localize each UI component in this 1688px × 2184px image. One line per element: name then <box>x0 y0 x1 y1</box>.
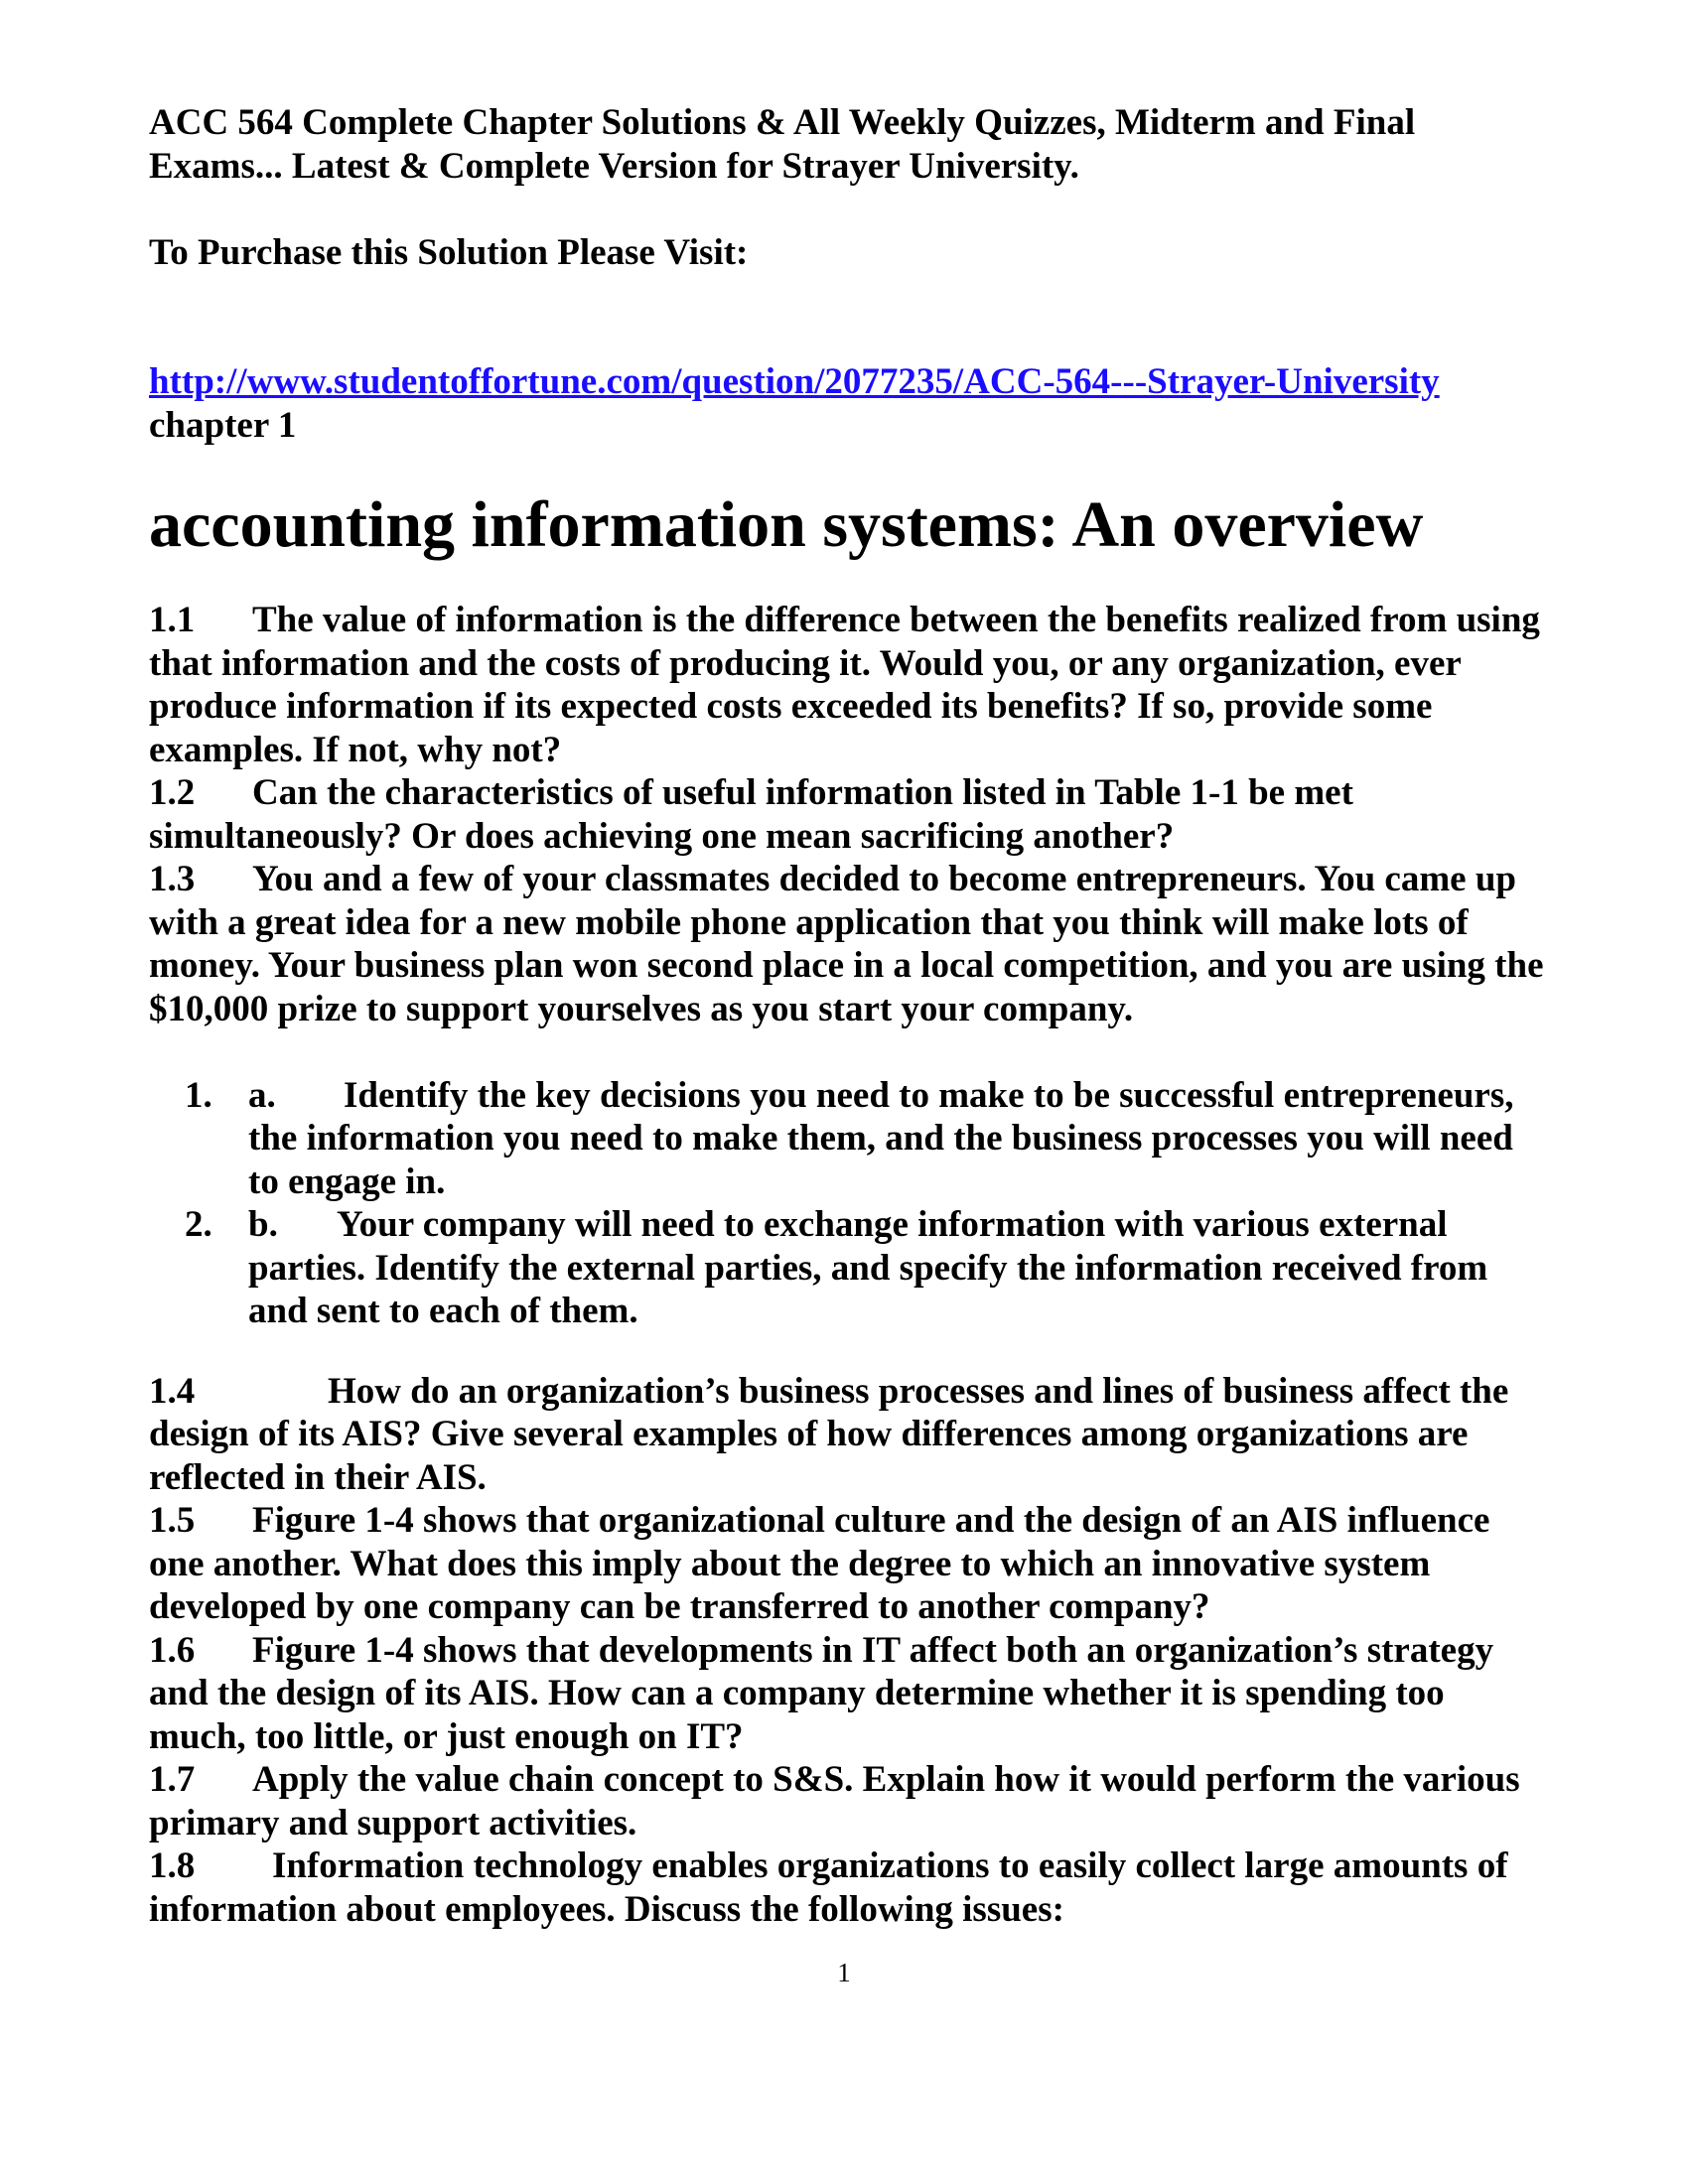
question-1-8: 1.8 Information technology enables organizations to easily collect large amounts of information about employees. Discuss the following issues: <box>149 1845 1508 1930</box>
question-1-1: 1.1 The value of information is the difference between the benefits realized from using that information and the costs of producing it. Would you, or any organization, ever produce information if its expected costs exceeded its benefits? If so, provide some examples. If not, why not? <box>149 600 1540 770</box>
list-item: 1. a. Identify the key decisions you need to make to be successful entrepreneurs, the information you need to make them, and the business processes you will need to engage in. <box>185 1074 1514 1202</box>
list-item: 2. b. Your company will need to exchange information with various external parties. Identify the external parties, and specify the information received from and sent to each of them. <box>185 1204 1488 1331</box>
chapter-heading: accounting information systems: An overview <box>149 488 1424 561</box>
question-1-4: 1.4 How do an organization’s business processes and lines of business affect the design of its AIS? Give several examples of how differences among organizations are reflected in their AIS. <box>149 1370 1509 1498</box>
subquestion-list <box>149 1074 1549 1333</box>
purchase-text: To Purchase this Solution Please Visit: <box>149 231 749 273</box>
question-1-5: 1.5 Figure 1-4 shows that organizational culture and the design of an AIS influence one another. What does this imply about the degree to which an innovative system developed by one company can be transferred to another company? <box>149 1500 1490 1627</box>
purchase-link[interactable]: http://www.studentoffortune.com/question/2077235/ACC-564---Strayer-University <box>149 361 1440 402</box>
question-1-3: 1.3 You and a few of your classmates decided to become entrepreneurs. You came up with a great idea for a new mobile phone application that you think will make lots of money. Your business plan won second place in a local competition, and you are using the $10,000 prize to support yourselves as you start your company. <box>149 859 1544 1029</box>
question-1-6: 1.6 Figure 1-4 shows that developments in IT affect both an organization’s strategy and the design of its AIS. How can a company determine whether it is spending too much, too little, or just enough on IT? <box>149 1629 1494 1757</box>
question-1-7: 1.7 Apply the value chain concept to S&S. Explain how it would perform the various primary and support activities. <box>149 1759 1520 1843</box>
page-number: 1 <box>837 1958 851 1987</box>
chapter-label: chapter 1 <box>149 404 297 446</box>
document-title: ACC 564 Complete Chapter Solutions & All Weekly Quizzes, Midterm and Final Exams... Latest & Complete Version for Strayer University. <box>149 102 1416 187</box>
question-1-2: 1.2 Can the characteristics of useful information listed in Table 1-1 be met simultaneously? Or does achieving one mean sacrificing another? <box>149 772 1353 857</box>
document-page <box>149 101 1549 1931</box>
